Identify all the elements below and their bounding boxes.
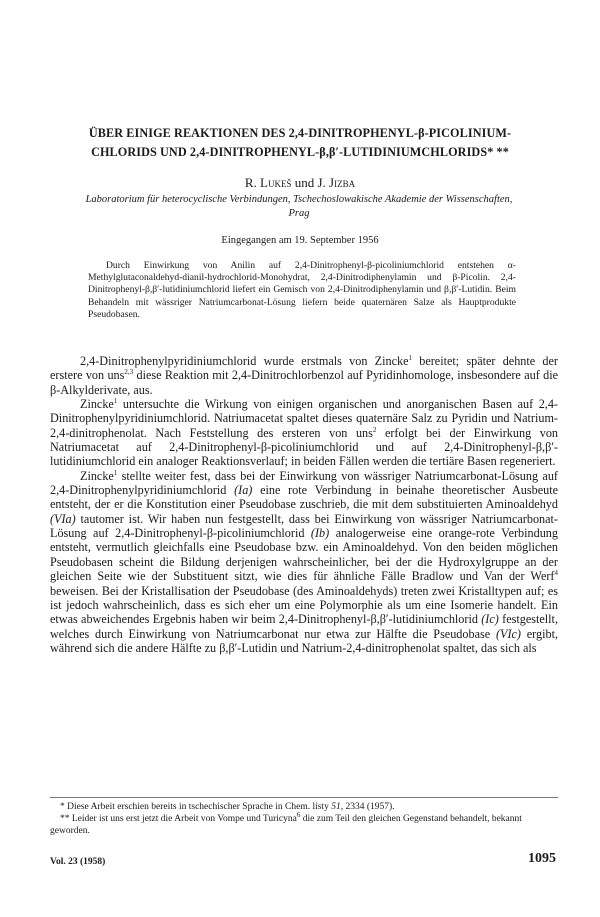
article-body (50, 354, 558, 655)
citation-ref: 1 (113, 396, 118, 405)
author-2: J. Jizba (317, 175, 356, 190)
compound-label: (VIa) (50, 511, 76, 526)
title-line-1: ÜBER EINIGE REAKTIONEN DES 2,4-DINITROPHENYL-β-PICOLINIUM- (88, 126, 512, 140)
footnote-divider (50, 797, 558, 798)
abstract: Durch Einwirkung von Anilin auf 2,4-Dinitrophenyl-β-picoliniumchlorid entstehen α-Methylglutaconaldehyd-dianil-hydrochlorid-Monohydrat, 2,4-Dinitrodiphenylamin und β-Picolin. 2,4-Dinitrophenyl-β,β′-lutidiniumchlorid liefert ein Gemisch von 2,4-Dinitrodiphenylamin und β,β′-Lutidin. Beim Behandeln mit wässriger Natriumcarbonat-Lösung liefern beide quaternären Salze als Hauptprodukte Pseudobasen. (88, 260, 516, 320)
journal-volume: Vol. 23 (1958) (50, 857, 106, 867)
received-date: Eingegangen am 19. September 1956 (221, 235, 379, 246)
footnotes (50, 801, 558, 837)
body-paragraph-1: 2,4-Dinitrophenylpyridiniumchlorid wurde erstmals von Zincke$^1$ bereitet; später dehnte der erstere von uns$^{2,3}$ diese Reaktion mit 2,4-Dinitrochlorbenzol auf Pyridinhomologe, insbesondere auf die β-Alkylderivate, aus. (50, 353, 558, 397)
citation-ref: 6 (296, 810, 301, 819)
compound-label: (Ia) (234, 483, 253, 498)
affiliation-line-1: Laboratorium für heterocyclische Verbindungen, Tschechoslowakische Akademie der Wissenschaften, (85, 194, 513, 205)
citation-ref: 2,3 (124, 368, 134, 377)
citation-ref: 2 (372, 425, 377, 434)
author-1: R. Lukeš (244, 175, 292, 190)
compound-label: (Ic) (481, 612, 499, 627)
affiliation-line-2: Prag (288, 208, 310, 219)
affiliation (40, 193, 558, 221)
body-paragraph-3: Zincke$^1$ stellte weiter fest, dass bei der Einwirkung von wässriger Natriumcarbonat-Lösung auf 2,4-Dinitrophenylpyridiniumchlorid (Ia) eine rote Verbindung in beinahe theoretischer Ausbeute entsteht, der er die Konstitution einer Pseudobase zuschrieb, die mit dem substituierten Aminoaldehyd (VIa) tautomer ist. Wir haben nun festgestellt, dass bei Einwirkung von wässriger Natriumcarbonat-Lösung auf 2,4-Dinitrophenyl-β-picoliniumchlorid (Ib) analogerweise eine orange-rote Verbindung entsteht, vermutlich gleichfalls eine Pseudobase bzw. ein Aminoaldehyd. Von den beiden möglichen Pseudobasen scheint die Bildung derjenigen wahrscheinlicher, bei der die Hydroxylgruppe an der gleichen Seite wie der Substituent sitzt, wie dies für ähnliche Fälle Bradlow und Van der Werf$^4$ beweisen. Bei der Kristallisation der Pseudobase (des Aminoaldehyds) treten zwei Kristalltypen auf; es ist jedoch wahrscheinlich, dass es sich eher um eine Polymorphie als um eine Isomerie handelt. Ein etwas abweichendes Ergebnis haben wir beim 2,4-Dinitrophenyl-β,β′-lutidiniumchlorid (Ic) festgestellt, welches durch Einwirkung von Natriumcarbonat nur etwa zur Hälfte die Pseudobase (VIc) ergibt, während sich die andere Hälfte zu β,β′-Lutidin und Natrium-2,4-dinitrophenolat spaltet, das sich als (50, 468, 559, 655)
authors-conjunction: und (294, 175, 315, 190)
citation-ref: 4 (554, 569, 558, 578)
citation-ref: 1 (408, 353, 412, 362)
footnote-1: * Diese Arbeit erschien bereits in tschechischer Sprache in Chem. listy 51, 2334 (1957). (60, 802, 395, 812)
author-line (40, 175, 560, 191)
compound-label: (VIc) (495, 626, 521, 641)
citation-ref: 1 (113, 468, 118, 477)
title-line-2: CHLORIDS UND 2,4-DINITROPHENYL-β,β′-LUTIDINIUMCHLORIDS* ** (91, 145, 509, 159)
body-paragraph-2: Zincke$^1$ untersuchte die Wirkung von einigen organischen und anorganischen Basen auf 2,4-Dinitrophenylpyridiniumchlorid. Natriumacetat spaltet dieses quaternäre Salz zu Pyridin und Natrium-2,4-dinitrophenolat. Nach Feststellung des ersteren von uns$^2$ erfolgt bei der Einwirkung von Natriumacetat auf 2,4-Dinitrophenyl-β-picoliniumchlorid und auf 2,4-Dinitrophenyl-β,β′-lutidiniumchlorid ein analoger Reaktionsverlauf; in beiden Fällen werden die tertiäre Basen regeneriert. (50, 396, 559, 469)
compound-label: (Ib) (310, 526, 330, 541)
footnote-2: ** Leider ist uns erst jetzt die Arbeit von Vompe und Turicyna$^6$ die zum Teil den gleichen Gegenstand behandelt, bekannt geworden. (50, 810, 522, 836)
article-title (40, 124, 560, 162)
page-number: 1095 (528, 851, 556, 866)
